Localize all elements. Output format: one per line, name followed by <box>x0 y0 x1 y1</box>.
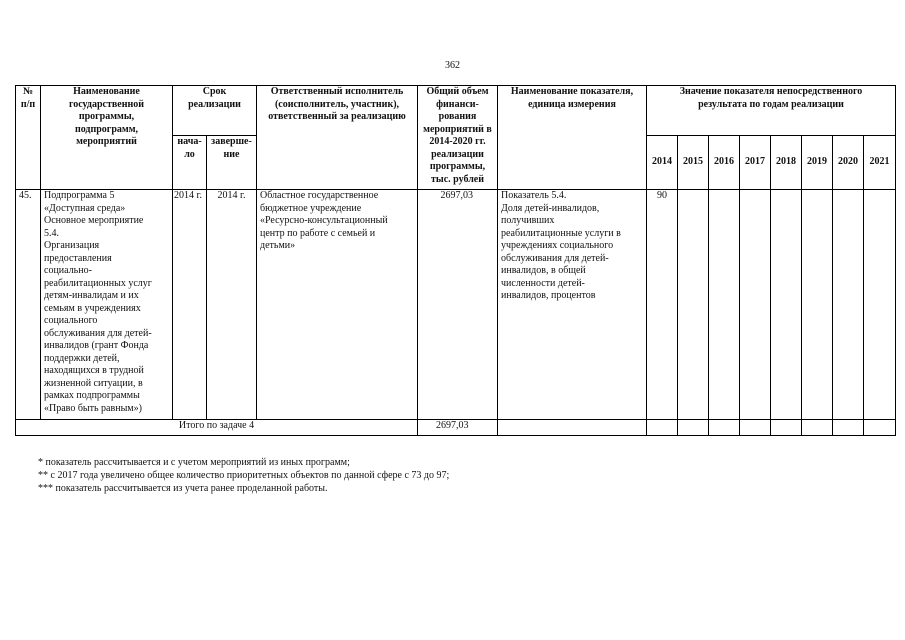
header-year: 2018 <box>771 136 802 190</box>
row-num: 45. <box>16 190 41 420</box>
header-year: 2014 <box>647 136 678 190</box>
total-funding: 2697,03 <box>418 420 498 436</box>
program-table <box>15 85 896 436</box>
footnote: *** показатель рассчитывается из учета ранее проделанной работы. <box>38 483 328 494</box>
header-year: 2017 <box>740 136 771 190</box>
header-indicator: Наименование показателя, единица измерения <box>498 86 647 190</box>
footnote: * показатель рассчитывается и с учетом мероприятий из иных программ; <box>38 457 350 468</box>
header-values-title: Значение показателя непосредственного результата по годам реализации <box>647 86 896 136</box>
row-end: 2014 г. <box>207 190 257 420</box>
header-name: Наименование государственной программы, подпрограмм, мероприятий <box>41 86 173 190</box>
header-year: 2020 <box>833 136 864 190</box>
header-term-end: заверше- ние <box>207 136 257 190</box>
row-value <box>771 190 802 420</box>
total-label: Итого по задаче 4 <box>16 420 418 436</box>
row-name: Подпрограмма 5 «Доступная среда» Основное мероприятие 5.4. Организация предоставления социально- реабилитационных услуг детям-инвалидам и их семьям в учреждениях социального обслуживания для детей- инвалидов (грант Фонда поддержки детей, находящихся в трудной жизненной ситуации, в рамках подпрограммы «Право быть равным») <box>41 190 173 420</box>
row-value: 90 <box>647 190 678 420</box>
header-year: 2016 <box>709 136 740 190</box>
header-funding: Общий объем финанси- рования мероприятий в 2014-2020 гг. реализации программы, тыс. рублей <box>418 86 498 190</box>
row-value <box>709 190 740 420</box>
header-year: 2021 <box>864 136 896 190</box>
page-number: 362 <box>445 60 460 71</box>
header-num: № п/п <box>16 86 41 190</box>
row-start: 2014 г. <box>173 190 207 420</box>
row-value <box>740 190 771 420</box>
header-executor: Ответственный исполнитель (соисполнитель, участник), ответственный за реализацию <box>257 86 418 190</box>
header-term: Срок реализации <box>173 86 257 136</box>
table-row <box>16 190 896 420</box>
row-value <box>802 190 833 420</box>
row-indicator: Показатель 5.4. Доля детей-инвалидов, получивших реабилитационные услуги в учреждениях социального обслуживания для детей- инвалидов, в общей численности детей- инвалидов, процентов <box>498 190 647 420</box>
row-value <box>864 190 896 420</box>
header-year: 2015 <box>678 136 709 190</box>
row-funding: 2697,03 <box>418 190 498 420</box>
row-value <box>833 190 864 420</box>
header-term-start: нача- ло <box>173 136 207 190</box>
row-value <box>678 190 709 420</box>
row-executor: Областное государственное бюджетное учреждение «Ресурсно-консультационный центр по работе с семьей и детьми» <box>257 190 418 420</box>
footnotes <box>38 456 449 495</box>
footnote: ** с 2017 года увеличено общее количество приоритетных объектов по данной сфере с 73 до 97; <box>38 470 450 481</box>
header-year: 2019 <box>802 136 833 190</box>
total-row <box>16 420 896 436</box>
